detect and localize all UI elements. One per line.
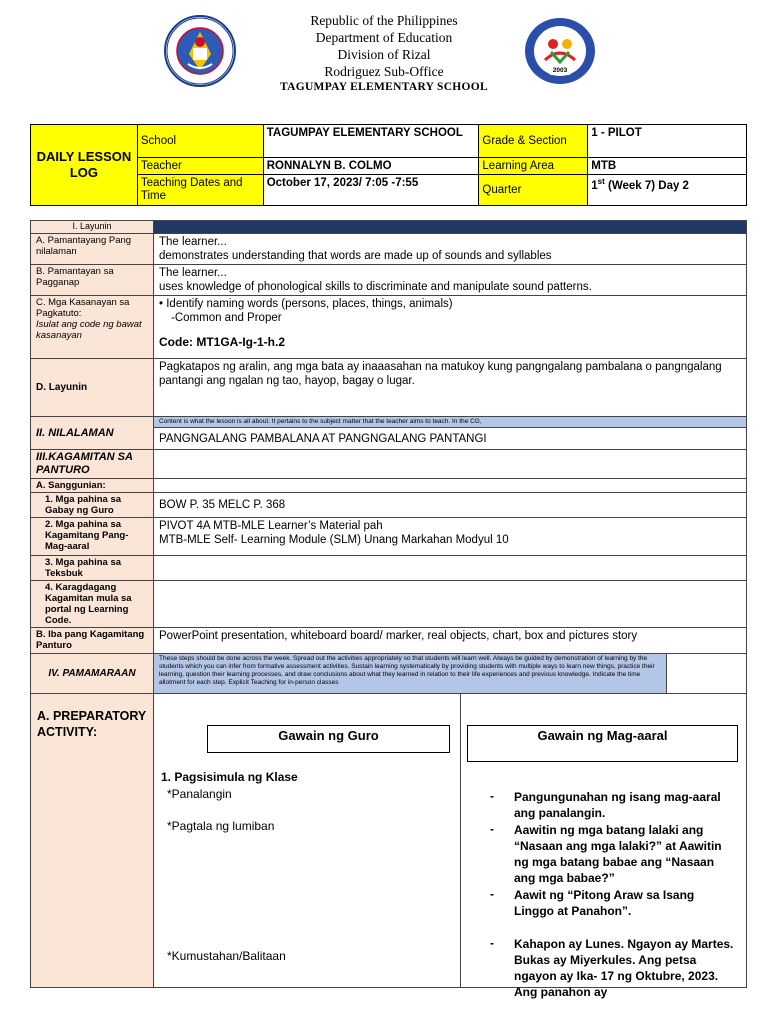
label-teaching-dates: Teaching Dates and Time — [137, 175, 263, 206]
value-learning-area: MTB — [588, 158, 747, 175]
label-gabay-guro: 1. Mga pahina sa Gabay ng Guro — [31, 493, 154, 518]
cell-pamantayang-nilalaman — [154, 234, 747, 265]
value-quarter: 1st (Week 7) Day 2 — [588, 175, 747, 206]
label-grade-section: Grade & Section — [479, 125, 588, 158]
header-division: Division of Rizal — [337, 47, 431, 62]
cell-karagdagang-kagamitan — [154, 581, 747, 628]
dash-2: - — [490, 822, 494, 836]
value-teacher: RONNALYN B. COLMO — [263, 158, 479, 175]
text-slm: MTB-MLE Self- Learning Module (SLM) Unang Markahan Modyul 10 — [159, 534, 509, 546]
label-school: School — [137, 125, 263, 158]
content-note: Content is what the lesson is all about. It pertains to the subject matter that the teacher aims to teach. In the CG, — [154, 417, 747, 428]
item-pagtala: *Pagtala ng lumiban — [167, 819, 275, 833]
label-iba-pang-kagamitan: B. Iba pang Kagamitang Panturo — [31, 628, 154, 654]
label-pamantayan-pagganap: B. Pamantayan sa Pagganap — [31, 265, 154, 296]
label-kasanayan-italic: Isulat ang code ng bawat kasanayan — [36, 319, 142, 341]
label-kagamitan-panturo: III.KAGAMITAN SA PANTURO — [31, 450, 154, 479]
pamamaraan-empty — [667, 654, 747, 694]
header-sub-office: Rodriguez Sub-Office — [324, 64, 444, 79]
label-kasanayan: C. Mga Kasanayan sa Pagkatuto: Isulat ang code ng bawat kasanayan — [31, 296, 154, 359]
text-learner-a: The learner... — [159, 236, 227, 248]
cell-teksbuk — [154, 556, 747, 581]
cell-kasanayan — [154, 296, 747, 359]
dash-1: - — [490, 789, 494, 803]
school-seal-year: 2003 — [552, 67, 568, 74]
cell-layunin: Pagkatapos ng aralin, ang mga bata ay inaaasahan na matukoy kung pangngalang pambalana o pangngalang pantangi ang ngalan ng tao, hayop, bagay o lugar. — [154, 359, 747, 417]
value-teaching-dates: October 17, 2023/ 7:05 -7:55 — [263, 175, 479, 206]
label-teksbuk: 3. Mga pahina sa Teksbuk — [31, 556, 154, 581]
text-standard-b: uses knowledge of phonological skills to discriminate and manipulate sound patterns. — [159, 281, 592, 293]
student-item-3: Aawit ng “Pitong Araw sa Isang Linggo at Panahon”. — [514, 888, 695, 918]
label-teacher: Teacher — [137, 158, 263, 175]
header-republic: Republic of the Philippines — [310, 13, 458, 28]
value-grade-section: 1 - PILOT — [588, 125, 747, 158]
gawain-mag-aaral-header: Gawain ng Mag-aaral — [467, 725, 738, 762]
label-quarter: Quarter — [479, 175, 588, 206]
student-item-4: Kahapon ay Lunes. Ngayon ay Martes. Bukas ay Miyerkules. Ang petsa ngayon ay Ika- 17 ng Oktubre, 2023. Ang panahon ay — [514, 937, 734, 999]
item-panalangin: *Panalangin — [167, 787, 232, 801]
text-standard-a: demonstrates understanding that words are made up of sounds and syllables — [159, 250, 552, 262]
label-pamantayang-nilalaman: A. Pamantayang Pang nilalaman — [31, 234, 154, 265]
item-kumustahan: *Kumustahan/Balitaan — [167, 949, 286, 963]
cell-kagamitan-panturo — [154, 450, 747, 479]
cell-pamantayan-pagganap — [154, 265, 747, 296]
label-learning-area: Learning Area — [479, 158, 588, 175]
gawain-guro-header: Gawain ng Guro — [207, 725, 450, 753]
header-department: Department of Education — [315, 30, 453, 45]
competency-sub: -Common and Proper — [171, 312, 282, 324]
student-item-2: Aawitin ng mga batang lalaki ang “Nasaan ang mga lalaki?” at Aawitin ng mga batang babae ang “Nasaan ang mga babae?” — [514, 823, 722, 885]
cell-gabay-guro: BOW P. 35 MELC P. 368 — [154, 493, 747, 518]
text-learner-b: The learner... — [159, 267, 227, 279]
student-item-1: Pangungunahan ng isang mag-aaral ang panalangin. — [514, 790, 721, 820]
competency-code: Code: MT1GA-Ig-1-h.2 — [159, 335, 285, 349]
dash-4: - — [490, 936, 494, 950]
label-kagamitang-pang-mag-aaral: 2. Mga pahina sa Kagamitang Pang-Mag-aaral — [31, 518, 154, 556]
layunin-header: I. Layunin — [31, 221, 154, 234]
label-sanggunian: A. Sanggunian: — [31, 479, 154, 493]
navy-header-bar — [154, 221, 747, 234]
label-pamamaraan: IV. PAMAMARAAN — [31, 654, 154, 694]
header-school-name: TAGUMPAY ELEMENTARY SCHOOL — [279, 81, 489, 93]
label-nilalaman: II. NILALAMAN — [31, 417, 154, 450]
cell-nilalaman: PANGNGALANG PAMBALANA AT PANGNGALANG PANTANGI — [154, 428, 747, 450]
dash-3: - — [490, 887, 494, 901]
label-preparatory-activity: A. PREPARATORY ACTIVITY: — [31, 694, 154, 988]
value-school: TAGUMPAY ELEMENTARY SCHOOL — [263, 125, 479, 158]
step-pagsisimula: 1. Pagsisimula ng Klase — [161, 770, 298, 784]
label-layunin: D. Layunin — [31, 359, 154, 417]
competency-bullet: • Identify naming words (persons, places, things, animals) — [159, 298, 453, 310]
cell-iba-pang-kagamitan: PowerPoint presentation, whiteboard board/ marker, real objects, chart, box and pictures story — [154, 628, 747, 654]
text-pivot: PIVOT 4A MTB-MLE Learner’s Material pah — [159, 520, 383, 532]
cell-kagamitang-pang-mag-aaral — [154, 518, 747, 556]
pamamaraan-note: These steps should be done across the week. Spread out the activities appropriately so that students will learn well. Always be guided by demonstration of learning by the students which you can infer from formative assessment activities. Sustain learning systematically by providing students with multiple ways to learn new things, practice their learning, question their learning processes, and draw conclusions about what they learned in relation to their life experiences and previous knowledge. Indicate the time allotment for each step. Explicit Teaching for in-person classes — [154, 654, 667, 694]
daily-lesson-log-info-table — [30, 124, 747, 206]
cell-sanggunian — [154, 479, 747, 493]
dll-title: DAILY LESSON LOG — [31, 125, 138, 206]
label-karagdagang-kagamitan: 4. Karagdagang Kagamitan mula sa portal ng Learning Code. — [31, 581, 154, 628]
